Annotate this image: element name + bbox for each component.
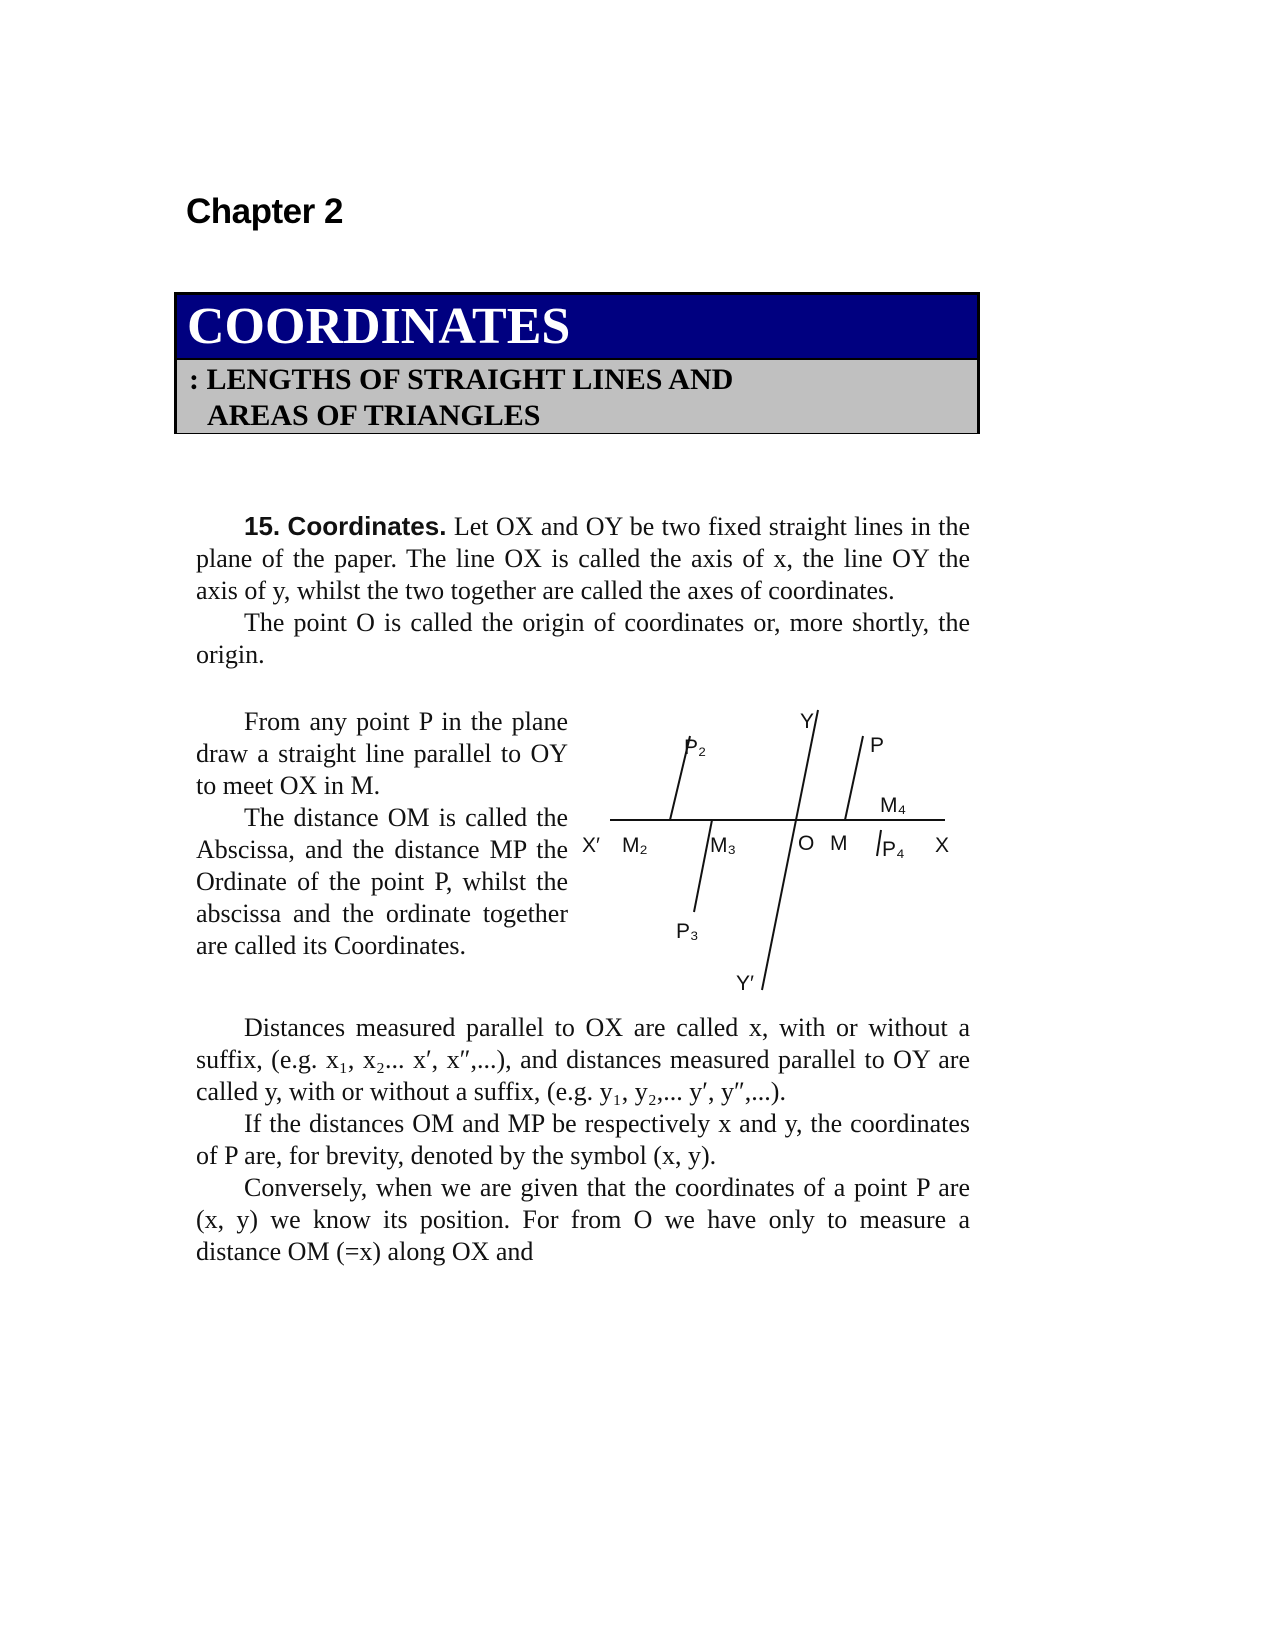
paragraph-1-text: Let OX and OY be two fixed straight lines in the plane of the paper. The line OX is called the axis of x, the line OY the axis of y, whilst the two together are called the axes of coordinates. <box>196 512 971 605</box>
label-m3: M₃ <box>710 834 737 857</box>
section-intro <box>196 510 970 671</box>
paragraph-6: If the distances OM and MP be respectively x and y, the coordinates of P are, for brevity, denoted by the symbol (x, y). <box>196 1109 970 1170</box>
chapter-subtitle <box>177 360 977 433</box>
label-x-prime: X′ <box>582 834 600 857</box>
section-title: Coordinates. <box>287 511 447 541</box>
label-o: O <box>798 832 815 855</box>
chapter-subtitle-line-1: : LENGTHS OF STRAIGHT LINES AND <box>189 363 734 396</box>
chapter-label: Chapter 2 <box>186 192 343 231</box>
side-text <box>196 706 568 962</box>
ordinate-mp <box>845 736 863 820</box>
section-continued <box>196 1012 970 1268</box>
label-y-prime: Y′ <box>736 972 754 995</box>
paragraph-1 <box>196 510 970 607</box>
label-x: X <box>935 834 950 857</box>
label-p3: P₃ <box>676 920 699 943</box>
label-p4: P₄ <box>882 838 905 861</box>
paragraph-2: The point O is called the origin of coordinates or, more shortly, the origin. <box>196 608 970 669</box>
label-m: M <box>830 832 848 855</box>
paragraph-7: Conversely, when we are given that the coordinates of a point P are (x, y) we know its position. For from O we have only to measure a distance OM (=x) along OX and <box>196 1173 970 1266</box>
paragraph-5: Distances measured parallel to OX are called x, with or without a suffix, (e.g. x₁, x₂... x′, x″,...), and distances measured parallel to OY are called y, with or without a suffix, (e.g. y₁, y₂,... y′, y″,...). <box>196 1013 970 1106</box>
chapter-banner <box>174 292 980 434</box>
paragraph-3: From any point P in the plane draw a straight line parallel to OY to meet OX in M. <box>196 707 568 800</box>
chapter-subtitle-line-2: AREAS OF TRIANGLES <box>207 399 541 432</box>
label-m2: M₂ <box>622 834 648 857</box>
chapter-title: COORDINATES <box>177 295 977 360</box>
section-number: 15. <box>244 511 281 541</box>
label-p: P <box>870 734 885 757</box>
label-p2: P₂ <box>684 736 707 759</box>
ordinate-m4p4 <box>877 830 881 856</box>
label-m4: M₄ <box>880 794 907 817</box>
coordinate-axes-figure <box>582 706 970 1016</box>
paragraph-4: The distance OM is called the Abscissa, and the distance MP the Ordinate of the point P, whilst the abscissa and the ordinate together are called its Coordinates. <box>196 803 568 960</box>
label-y: Y <box>800 710 815 733</box>
